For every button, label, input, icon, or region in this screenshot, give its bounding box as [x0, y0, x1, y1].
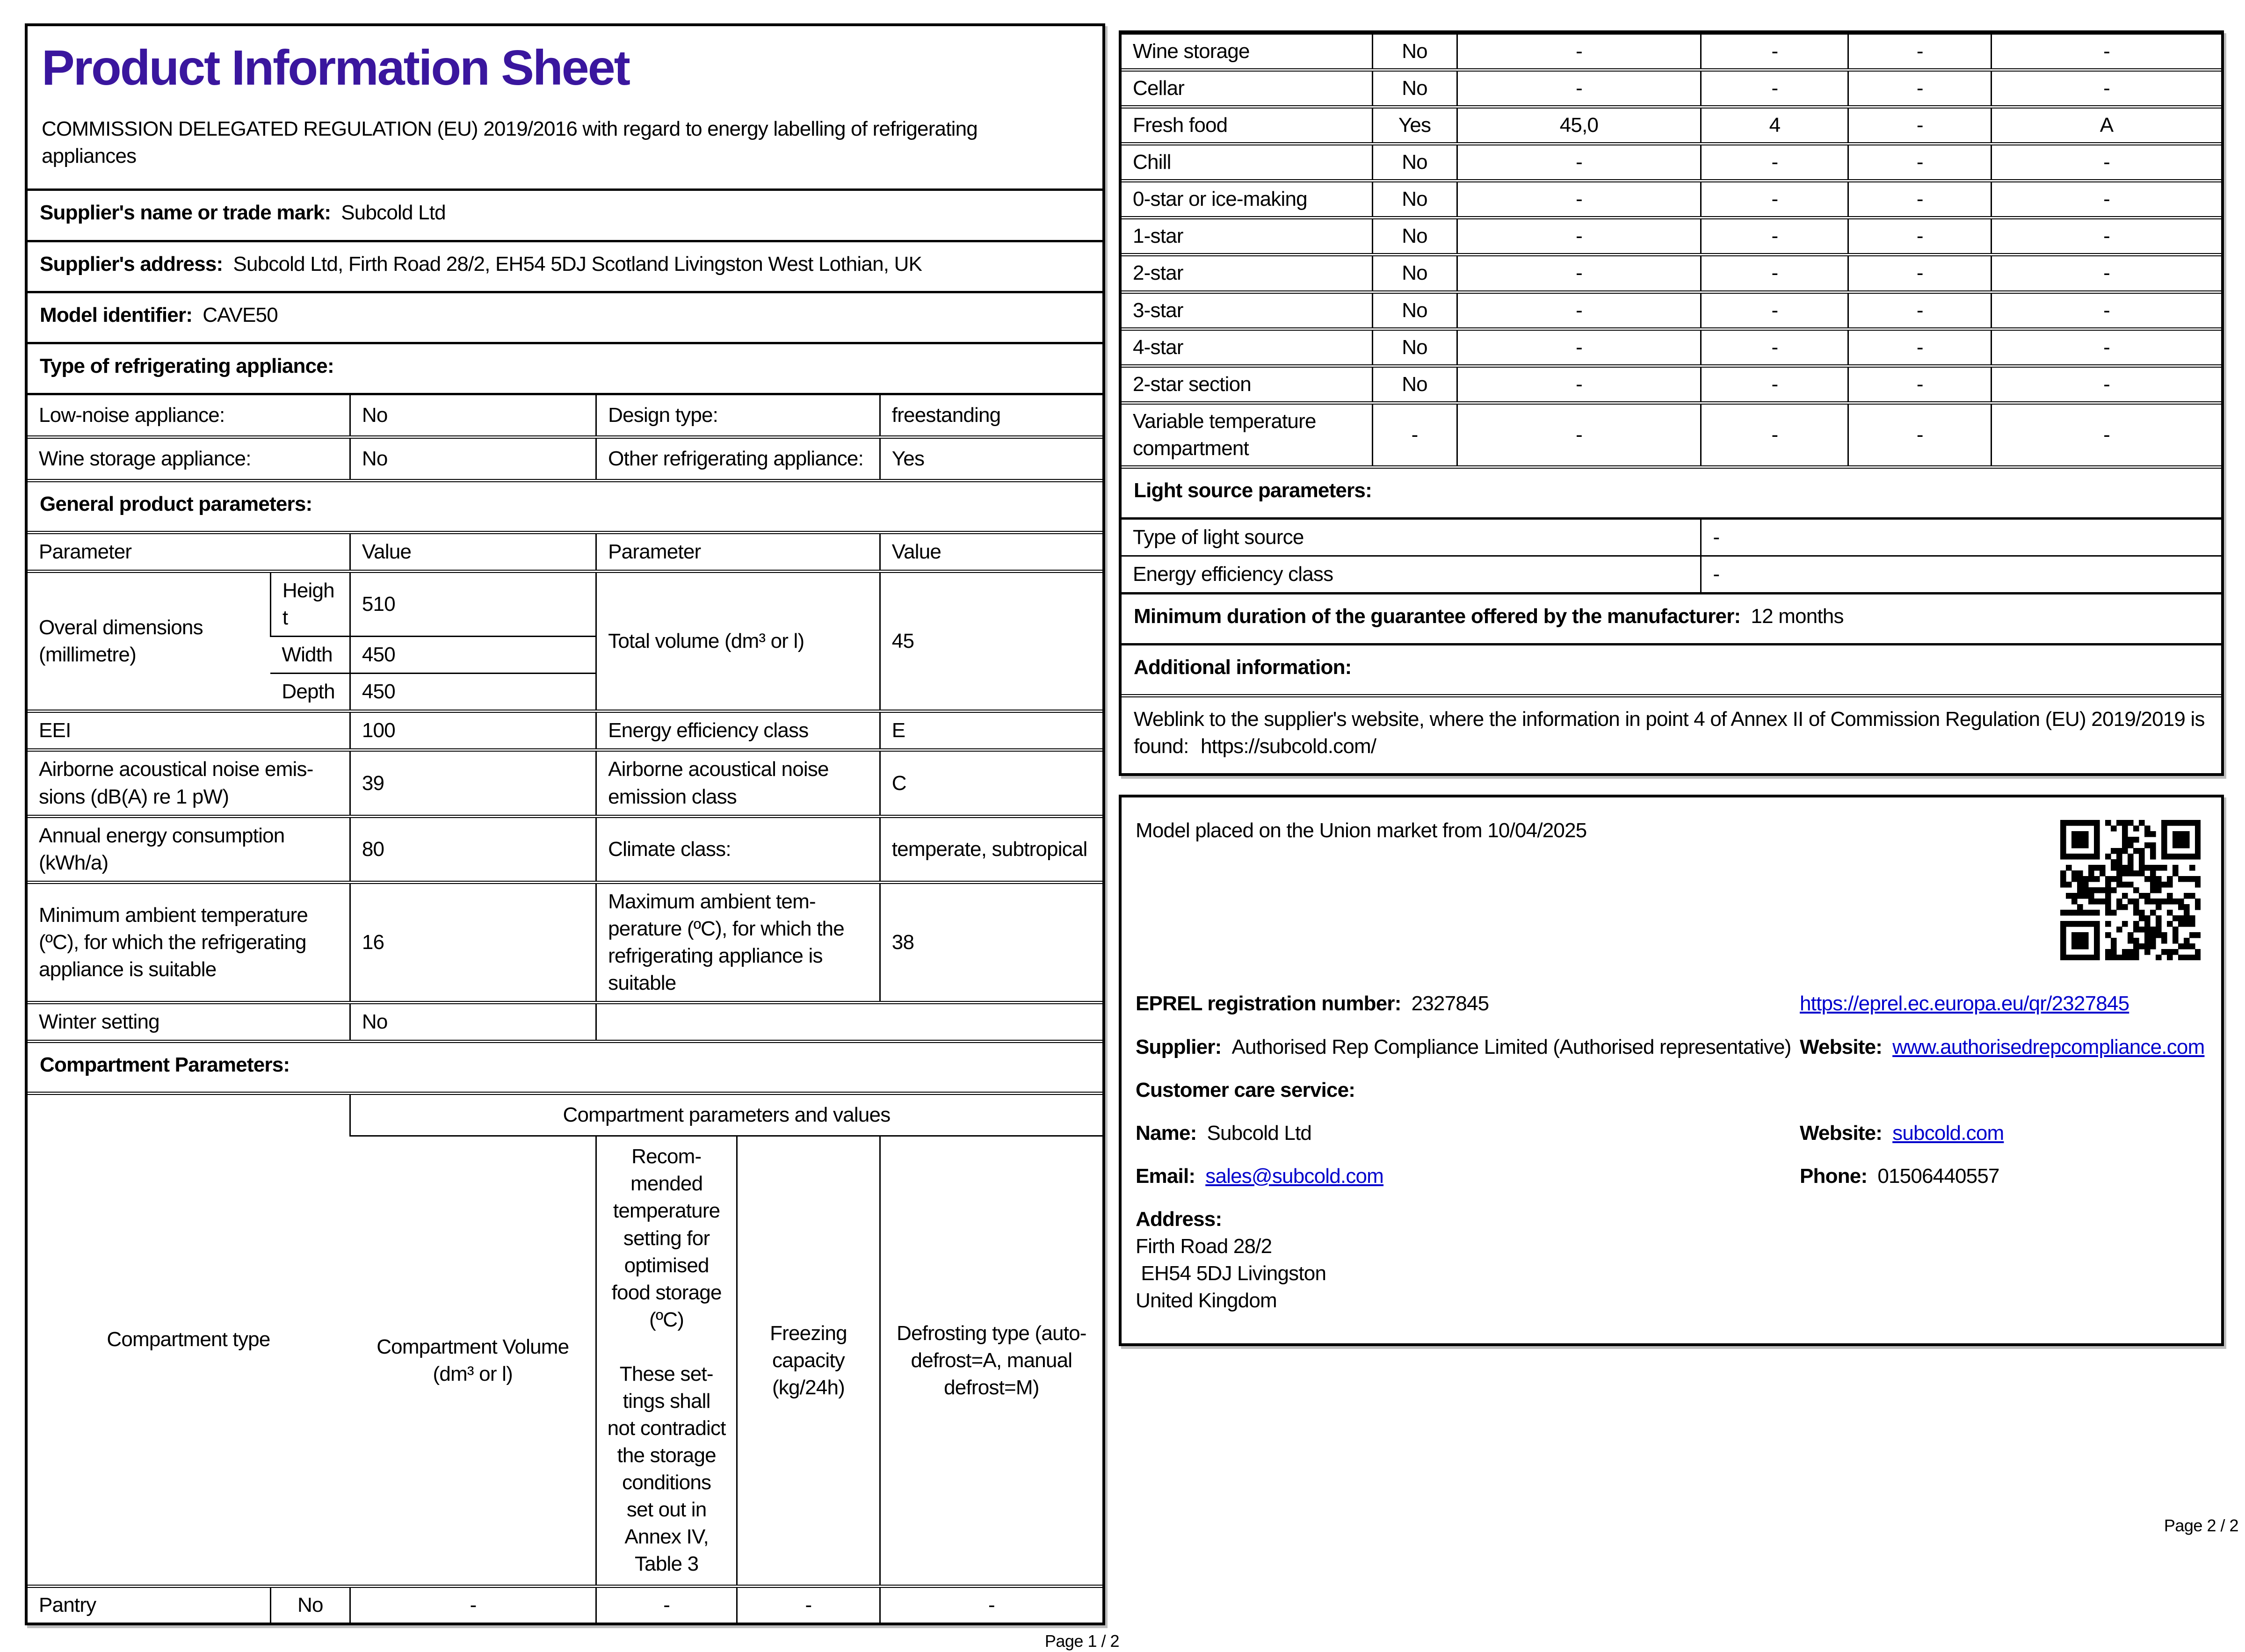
compartment-name: Wine storage	[1122, 34, 1372, 70]
param-value: 16	[350, 882, 596, 1002]
care-email-cell	[1136, 1163, 1800, 1190]
param-value: No	[350, 437, 596, 479]
weblink-text: Weblink to the supplier's website, where the information in point 4 of Annex II of Commission Regulation (EU) 2019/2019 is found:	[1134, 708, 2205, 758]
compartment-freezing: -	[1848, 218, 1992, 255]
param-label: Annual energy consumption (kWh/a)	[28, 816, 350, 882]
defrosting-type-header: Defrosting type (auto-defrost=A, manual defrost=M)	[880, 1136, 1102, 1586]
eprel-cell	[1136, 990, 1800, 1017]
page-title: Product Information Sheet	[42, 40, 629, 95]
table-row	[28, 1003, 1102, 1040]
param-value: C	[880, 750, 1102, 816]
address-block	[1136, 1206, 2202, 1314]
compartment-name: Pantry	[28, 1586, 270, 1623]
compartment-temperature: -	[1701, 292, 1848, 329]
compartment-temperature: -	[1701, 181, 1848, 218]
website-label: Website:	[1800, 1121, 1883, 1145]
param-label: Type of light source	[1122, 519, 1701, 556]
dimension-name: Depth	[270, 674, 350, 711]
compartment-defrost: -	[1992, 34, 2221, 70]
compartment-volume: 45,0	[1457, 107, 1701, 144]
guarantee-label: Minimum duration of the guarantee offered by the manufacturer:	[1134, 605, 1741, 628]
table-row	[1122, 218, 2221, 255]
recommended-temperature-header	[596, 1136, 737, 1586]
eprel-number: 2327845	[1411, 992, 1489, 1015]
table-row	[1122, 34, 2221, 70]
param-value: No	[350, 1003, 596, 1040]
dimension-name: Width	[270, 637, 350, 674]
supplier-value: Authorised Rep Compliance Limited (Authorised representative)	[1231, 1035, 1791, 1058]
compartment-name: 3-star	[1122, 292, 1372, 329]
column-header: Parameter	[596, 533, 880, 572]
email-label: Email:	[1136, 1164, 1195, 1188]
recommended-temperature-text: Recommended temperature setting for optimised food storage (ºC)	[611, 1145, 722, 1331]
table-row	[28, 394, 1102, 437]
compartment-present: No	[1372, 70, 1457, 107]
compartment-volume: -	[1457, 403, 1701, 465]
care-name-cell	[1136, 1120, 1800, 1147]
compartment-volume: -	[1457, 181, 1701, 218]
compartment-name: 2-star section	[1122, 366, 1372, 403]
weblink-url: https://subcold.com/	[1200, 735, 1376, 758]
compartment-defrost: -	[1992, 70, 2221, 107]
temperature-note-text: These settings shall not contradict the storage conditions set out in Annex IV, Table 3	[607, 1362, 726, 1576]
table-row	[1122, 292, 2221, 329]
compartment-temperature: -	[1701, 218, 1848, 255]
email-link[interactable]: sales@subcold.com	[1205, 1164, 1384, 1188]
care-website-cell	[1800, 1120, 2202, 1147]
table-header-row	[28, 1094, 1102, 1136]
param-value: freestanding	[880, 394, 1102, 437]
supplier-label: Supplier:	[1136, 1035, 1222, 1058]
table-row	[28, 437, 1102, 479]
param-label: Energy efficiency class	[596, 711, 880, 750]
table-row	[1122, 366, 2221, 403]
name-value: Subcold Ltd	[1207, 1121, 1312, 1145]
general-parameters-table	[28, 531, 1102, 1040]
type-section-header: Type of refrigerating appliance:	[28, 342, 1102, 393]
compartment-table	[28, 1092, 1102, 1622]
param-label: Climate class:	[596, 816, 880, 882]
param-label: Wine storage appliance:	[28, 437, 350, 479]
compartment-defrost: -	[1992, 366, 2221, 403]
param-label: Energy efficiency class	[1122, 556, 1701, 593]
regulation-subtitle: COMMISSION DELEGATED REGULATION (EU) 2019/2016 with regard to energy labelling of refrigerating appliances	[42, 117, 978, 168]
compartment-freezing: -	[1848, 181, 1992, 218]
supplier-address-row	[28, 240, 1102, 291]
compartment-temperature: -	[1701, 70, 1848, 107]
param-value: 80	[350, 816, 596, 882]
compartment-name: 1-star	[1122, 218, 1372, 255]
freezing-capacity-header: Freezing capacity (kg/24h)	[737, 1136, 880, 1586]
light-source-table	[1122, 517, 2221, 592]
eprel-link-cell	[1800, 990, 2202, 1017]
market-row	[1136, 817, 2202, 974]
column-header: Value	[880, 533, 1102, 572]
compartment-volume: -	[1457, 70, 1701, 107]
compartment-defrost: -	[1992, 218, 2221, 255]
compartment-freezing: -	[1848, 107, 1992, 144]
qr-code-icon	[2060, 820, 2201, 960]
table-row	[28, 711, 1102, 750]
address-line: EH54 5DJ Livingston	[1136, 1262, 1326, 1285]
table-row	[1122, 144, 2221, 181]
total-volume-label: Total volume (dm³ or l)	[596, 572, 880, 711]
compartment-temperature: -	[1701, 329, 1848, 366]
table-row	[1122, 107, 2221, 144]
phone-value: 01506440557	[1877, 1164, 1999, 1188]
general-section-header: General product parameters:	[28, 479, 1102, 531]
compartment-volume: -	[1457, 329, 1701, 366]
compartment-freezing: -	[737, 1586, 880, 1623]
param-value: -	[1701, 556, 2221, 593]
compartment-name: Chill	[1122, 144, 1372, 181]
compartment-volume: -	[1457, 144, 1701, 181]
model-identifier-value: CAVE50	[203, 303, 278, 326]
compartment-temperature: -	[1701, 403, 1848, 465]
empty-cell	[596, 1003, 1102, 1040]
compartment-volume: -	[1457, 366, 1701, 403]
param-label: Other refrigerating appliance:	[596, 437, 880, 479]
light-section-header: Light source parameters:	[1122, 465, 2221, 517]
compartment-freezing: -	[1848, 329, 1992, 366]
eprel-link[interactable]: https://eprel.ec.europa.eu/qr/2327845	[1800, 992, 2129, 1015]
care-name-row	[1136, 1120, 2202, 1147]
compartment-name: Variable temperature compartment	[1122, 403, 1372, 465]
column-header: Parameter	[28, 533, 350, 572]
param-label: Airborne acoustical noise emission class	[596, 750, 880, 816]
compartment-defrost: -	[1992, 255, 2221, 292]
model-identifier-row	[28, 291, 1102, 342]
compartment-temperature: -	[1701, 144, 1848, 181]
guarantee-value: 12 months	[1751, 605, 1844, 628]
eprel-label: EPREL registration number:	[1136, 992, 1401, 1015]
compartment-present: No	[1372, 366, 1457, 403]
additional-info-header: Additional information:	[1122, 643, 2221, 694]
table-row	[1122, 519, 2221, 556]
care-website-link[interactable]: subcold.com	[1892, 1121, 2004, 1145]
param-value: No	[350, 394, 596, 437]
compartment-temperature: -	[1701, 255, 1848, 292]
supplier-row	[1136, 1034, 2205, 1061]
compartment-group-header: Compartment parameters and values	[350, 1094, 1102, 1136]
compartment-volume: -	[350, 1586, 596, 1623]
param-value: E	[880, 711, 1102, 750]
table-header-row	[28, 533, 1102, 572]
table-row	[28, 750, 1102, 816]
param-value: 100	[350, 711, 596, 750]
param-value: -	[1701, 519, 2221, 556]
compartment-temperature: -	[1701, 366, 1848, 403]
compartment-defrost: -	[880, 1586, 1102, 1623]
care-phone-cell	[1800, 1163, 2202, 1190]
compartment-name: Cellar	[1122, 70, 1372, 107]
compartment-present: No	[1372, 329, 1457, 366]
table-row	[28, 816, 1102, 882]
param-label: Minimum ambient temperature (ºC), for which the refrigerating appliance is suitable	[28, 882, 350, 1002]
compartment-present: Yes	[1372, 107, 1457, 144]
compartment-temperature: -	[596, 1586, 737, 1623]
compartment-present: No	[1372, 292, 1457, 329]
param-label: Low-noise appliance:	[28, 394, 350, 437]
table-row	[1122, 255, 2221, 292]
compartment-volume: -	[1457, 218, 1701, 255]
compartment-name: 2-star	[1122, 255, 1372, 292]
compartment-defrost: -	[1992, 292, 2221, 329]
table-row	[28, 882, 1102, 1002]
compartment-freezing: -	[1848, 34, 1992, 70]
market-date-text: Model placed on the Union market from 10/04/2025	[1136, 819, 1587, 842]
customer-care-header: Customer care service:	[1136, 1078, 1355, 1101]
param-label: Airborne acoustical noise emissions (dB(A) re 1 pW)	[28, 750, 350, 816]
address-line: United Kingdom	[1136, 1289, 1277, 1312]
compartment-defrost: -	[1992, 144, 2221, 181]
website-label: Website:	[1800, 1035, 1883, 1058]
page-2	[1119, 30, 2224, 1346]
compartment-present: No	[1372, 144, 1457, 181]
compartment-present: No	[1372, 218, 1457, 255]
supplier-address-label: Supplier's address:	[40, 252, 223, 275]
compartment-freezing: -	[1848, 70, 1992, 107]
compartment-volume-header: Compartment Volume (dm³ or l)	[350, 1136, 596, 1586]
dimension-value: 450	[350, 674, 596, 711]
dimension-value: 510	[350, 572, 596, 637]
param-label: Winter setting	[28, 1003, 350, 1040]
param-label: Maximum ambient temperature (ºC), for which the refrigerating appliance is suitable	[596, 882, 880, 1002]
table-row	[28, 572, 1102, 637]
table-row	[1122, 70, 2221, 107]
compartment-freezing: -	[1848, 255, 1992, 292]
supplier-cell	[1136, 1034, 1800, 1061]
compartment-present: No	[270, 1586, 350, 1623]
model-identifier-label: Model identifier:	[40, 303, 193, 326]
address-line: Firth Road 28/2	[1136, 1234, 1272, 1258]
dimensions-label: Overal dimensions (millimetre)	[28, 572, 270, 711]
eprel-row	[1136, 990, 2202, 1017]
page1-sheet	[25, 23, 1105, 1625]
supplier-address-value: Subcold Ltd, Firth Road 28/2, EH54 5DJ Scotland Livingston West Lothian, UK	[233, 252, 922, 275]
compartment-freezing: -	[1848, 366, 1992, 403]
dimension-value: 450	[350, 637, 596, 674]
title-block	[28, 26, 1102, 188]
table-row	[1122, 181, 2221, 218]
care-email-row	[1136, 1163, 2202, 1190]
compartment-defrost: -	[1992, 403, 2221, 465]
table-row	[1122, 403, 2221, 465]
compartment-name: 0-star or ice-making	[1122, 181, 1372, 218]
compartment-name: Fresh food	[1122, 107, 1372, 144]
appliance-type-table	[28, 393, 1102, 479]
market-info-sheet	[1119, 795, 2224, 1346]
supplier-website-link[interactable]: www.authorisedrepcompliance.com	[1892, 1035, 2205, 1058]
compartment-table-continued	[1122, 33, 2221, 465]
page2-footer: Page 2 / 2	[2164, 1516, 2238, 1535]
total-volume-value: 45	[880, 572, 1102, 711]
compartment-freezing: -	[1848, 292, 1992, 329]
compartment-defrost: -	[1992, 181, 2221, 218]
table-row	[1122, 329, 2221, 366]
compartment-type-header: Compartment type	[28, 1094, 350, 1586]
page1-footer: Page 1 / 2	[1044, 1631, 1119, 1651]
compartment-defrost: A	[1992, 107, 2221, 144]
dimension-name: Height	[270, 572, 350, 637]
param-value: Yes	[880, 437, 1102, 479]
compartment-volume: -	[1457, 34, 1701, 70]
param-label: EEI	[28, 711, 350, 750]
compartment-volume: -	[1457, 255, 1701, 292]
compartment-name: 4-star	[1122, 329, 1372, 366]
compartment-present: No	[1372, 181, 1457, 218]
page-1	[25, 23, 1119, 1652]
compartment-freezing: -	[1848, 403, 1992, 465]
compartment-section-header: Compartment Parameters:	[28, 1040, 1102, 1092]
compartment-freezing: -	[1848, 144, 1992, 181]
param-label: Design type:	[596, 394, 880, 437]
page2-top-sheet	[1119, 30, 2224, 776]
table-row	[1122, 556, 2221, 593]
supplier-website-cell	[1800, 1034, 2204, 1061]
table-row	[28, 1586, 1102, 1623]
column-header: Value	[350, 533, 596, 572]
compartment-present: No	[1372, 255, 1457, 292]
compartment-temperature: -	[1701, 34, 1848, 70]
compartment-temperature: 4	[1701, 107, 1848, 144]
address-label: Address:	[1136, 1207, 1222, 1231]
param-value: temperate, subtropical	[880, 816, 1102, 882]
weblink-row	[1122, 694, 2221, 773]
supplier-name-row	[28, 188, 1102, 239]
guarantee-row	[1122, 592, 2221, 643]
compartment-volume: -	[1457, 292, 1701, 329]
compartment-defrost: -	[1992, 329, 2221, 366]
supplier-name-value: Subcold Ltd	[341, 201, 446, 225]
name-label: Name:	[1136, 1121, 1197, 1145]
compartment-present: -	[1372, 403, 1457, 465]
compartment-present: No	[1372, 34, 1457, 70]
param-value: 39	[350, 750, 596, 816]
param-value: 38	[880, 882, 1102, 1002]
phone-label: Phone:	[1800, 1164, 1868, 1188]
supplier-name-label: Supplier's name or trade mark:	[40, 201, 331, 225]
